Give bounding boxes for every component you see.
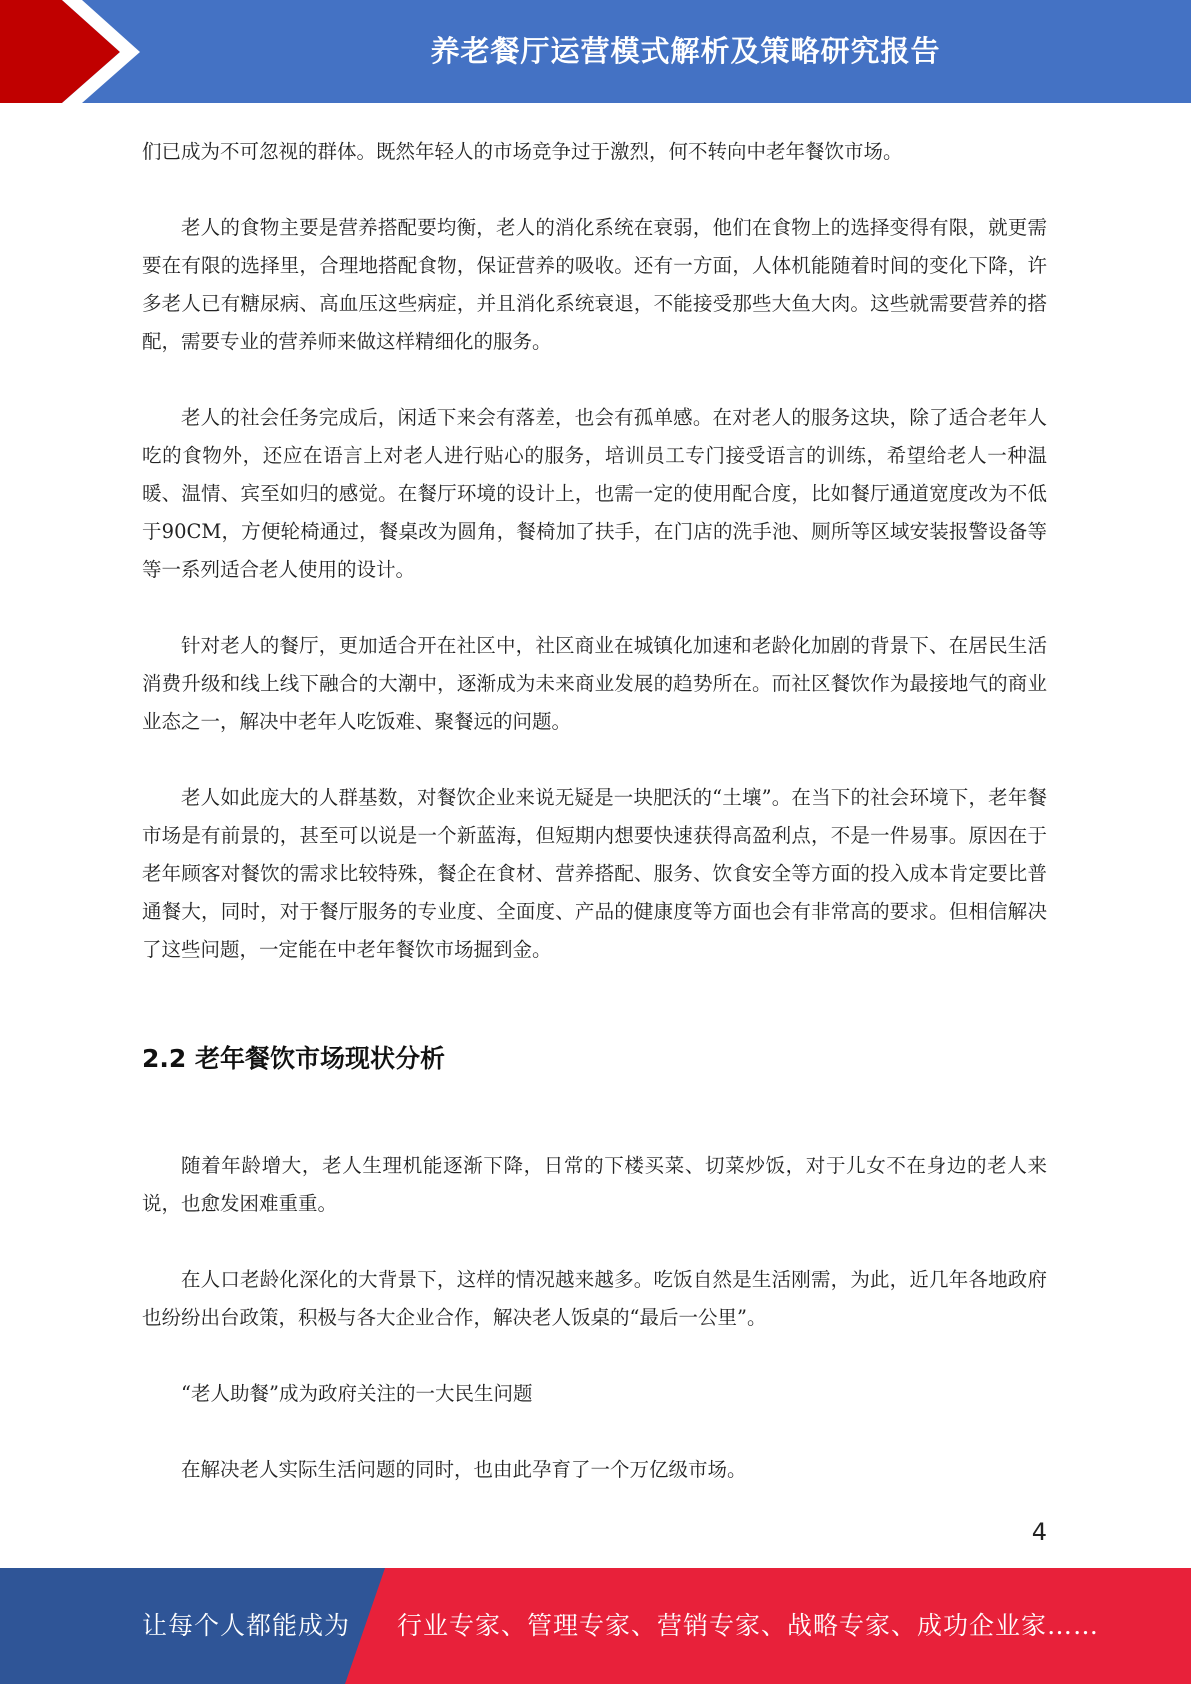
document-title: 养老餐厅运营模式解析及策略研究报告 [430, 34, 941, 68]
paragraph: 老人的食物主要是营养搭配要均衡，老人的消化系统在衰弱，他们在食物上的选择变得有限，就更需要在有限的选择里，合理地搭配食物，保证营养的吸收。还有一方面，人体机能随着时间的变化下降，许多老人已有糖尿病、高血压这些病症，并且消化系统衰退，不能接受那些大鱼大肉。这些就需要营养的搭配，需要专业的营养师来做这样精细化的服务。 [142, 216, 1047, 353]
paragraph: “老人助餐”成为政府关注的一大民生问题 [181, 1382, 533, 1405]
paragraph: 在人口老龄化深化的大背景下，这样的情况越来越多。吃饭自然是生活刚需，为此，近几年各地政府也纷纷出台政策，积极与各大企业合作，解决老人饭桌的“最后一公里”。 [142, 1268, 1047, 1329]
header-banner [0, 0, 1191, 111]
paragraph: 在解决老人实际生活问题的同时，也由此孕育了一个万亿级市场。 [181, 1458, 747, 1481]
footer-slogan-right: 行业专家、管理专家、营销专家、战略专家、成功企业家…… [397, 1611, 1100, 1640]
page-content [142, 133, 1047, 1527]
paragraph: 老人如此庞大的人群基数，对餐饮企业来说无疑是一块肥沃的“土壤”。在当下的社会环境下，老年餐市场是有前景的，甚至可以说是一个新蓝海，但短期内想要快速获得高盈利点，不是一件易事。原因在于老年顾客对餐饮的需求比较特殊，餐企在食材、营养搭配、服务、饮食安全等方面的投入成本肯定要比普通餐大，同时，对于餐厅服务的专业度、全面度、产品的健康度等方面也会有非常高的要求。但相信解决了这些问题，一定能在中老年餐饮市场掘到金。 [142, 786, 1047, 961]
page-number: 4 [1031, 1518, 1047, 1546]
footer-slogan-left: 让每个人都能成为 [142, 1611, 351, 1640]
footer-banner [0, 1568, 1191, 1684]
paragraph: 针对老人的餐厅，更加适合开在社区中，社区商业在城镇化加速和老龄化加剧的背景下、在居民生活消费升级和线上线下融合的大潮中，逐渐成为未来商业发展的趋势所在。而社区餐饮作为最接地气的商业业态之一，解决中老年人吃饭难、聚餐远的问题。 [142, 634, 1047, 733]
paragraph: 们已成为不可忽视的群体。既然年轻人的市场竞争过于激烈，何不转向中老年餐饮市场。 [142, 140, 903, 163]
paragraph: 随着年龄增大，老人生理机能逐渐下降，日常的下楼买菜、切菜炒饭，对于儿女不在身边的老人来说，也愈发困难重重。 [142, 1154, 1047, 1215]
section-heading: 2.2 老年餐饮市场现状分析 [142, 1044, 445, 1073]
paragraph: 老人的社会任务完成后，闲适下来会有落差，也会有孤单感。在对老人的服务这块，除了适合老年人吃的食物外，还应在语言上对老人进行贴心的服务，培训员工专门接受语言的训练，希望给老人一种温暖、温情、宾至如归的感觉。在餐厅环境的设计上，也需一定的使用配合度，比如餐厅通道宽度改为不低于90CM，方便轮椅通过，餐桌改为圆角，餐椅加了扶手，在门店的洗手池、厕所等区域安装报警设备等等一系列适合老人使用的设计。 [142, 406, 1047, 581]
